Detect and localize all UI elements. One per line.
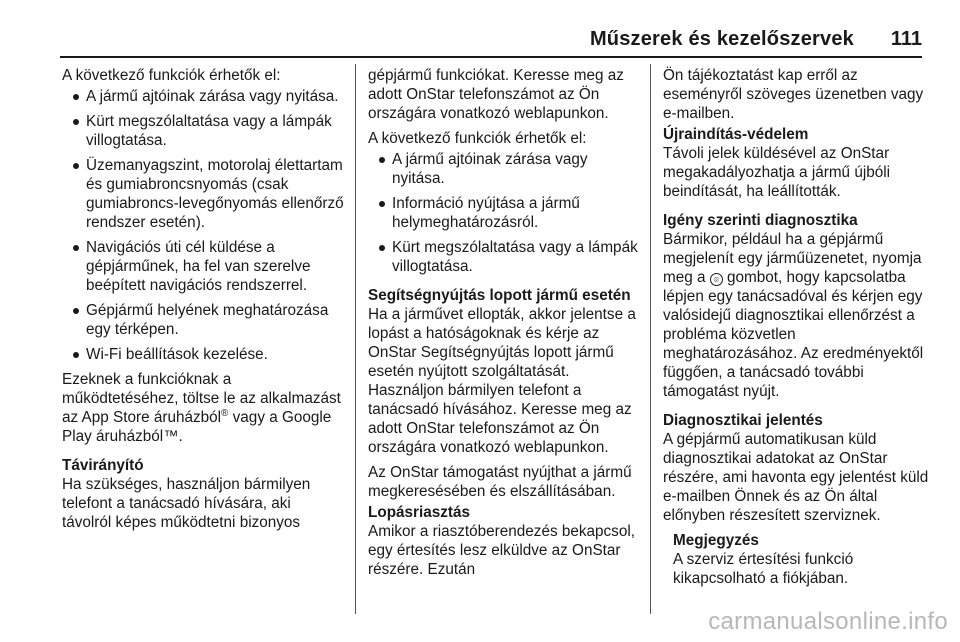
column-1 <box>62 66 344 532</box>
column-divider-right <box>650 64 651 614</box>
list-item: Gépjármű helyének meghatározása egy térképen. <box>62 301 344 339</box>
list-item: A jármű ajtóinak zárása vagy nyitása. <box>62 87 344 106</box>
continued-text: gépjármű funkciókat. Keresse meg az adott OnStar telefonszámot az Ön országára vonatkozó weblapunkon. <box>368 67 624 122</box>
section-heading-stolen: Segítségnyújtás lopott jármű esetén <box>368 287 631 304</box>
section-heading-restart: Újraindítás-védelem <box>663 126 809 143</box>
list-item: A jármű ajtóinak zárása vagy nyitása. <box>368 150 638 188</box>
functions-intro: A következő funkciók érhetők el: <box>368 130 587 147</box>
bullet-icon <box>379 157 385 163</box>
page-header <box>60 0 922 58</box>
stolen-text: Ha a járművet ellopták, akkor jelentse a lopást a hatóságoknak és kérje az OnStar Segítségnyújtás lopott jármű esetén nyújtott szolgáltatását. Használjon bármilyen telefont a tanácsadó hívásához. Keresse meg az adott OnStar telefonszámot az Ön országára vonatkozó weblapunkon. <box>368 306 636 456</box>
continued-text: Ön tájékoztatást kap erről az eseményről szöveges üzenetben vagy e-mailben. <box>663 67 924 122</box>
column-3 <box>663 66 931 588</box>
watermark-text: carmanualsonline.info <box>708 608 948 635</box>
bullet-icon <box>73 245 79 251</box>
diagnostics-text: Bármikor, például ha a gépjármű megjelenít egy járműüzenetet, nyomja meg a ⌾ gombot, hogy kapcsolatba lépjen egy tanácsadóval és kérjen egy valósidejű diagnosztikai ellenőrzést a probléma közvetlen meghatározásához. Az eredményektől függően, a tanácsadó további támogatást nyújt. <box>663 231 924 400</box>
functions-list <box>62 87 344 364</box>
list-item: Információ nyújtása a jármű helymeghatározásról. <box>368 194 638 232</box>
bullet-icon <box>379 245 385 251</box>
app-download-text: Ezeknek a funkcióknak a működtetéséhez, töltse le az alkalmazást az App Store áruházból® vagy a Google Play áruházból™. <box>62 371 341 445</box>
onstar-button-icon: ⌾ <box>710 273 723 286</box>
remote-text: Ha szükséges, használjon bármilyen telefont a tanácsadó hívására, aki távolról képes működtetni bizonyos <box>62 476 311 531</box>
alarm-text: Amikor a riasztóberendezés bekapcsol, egy értesítés lesz elküldve az OnStar részére. Ezután <box>368 523 635 578</box>
section-heading-diagnostics: Igény szerinti diagnosztika <box>663 212 858 229</box>
list-item: Kürt megszólaltatása vagy a lámpák villogtatása. <box>368 238 638 276</box>
section-heading-alarm: Lopásriasztás <box>368 504 471 521</box>
bullet-icon <box>379 201 385 207</box>
functions-intro: A következő funkciók érhetők el: <box>62 67 281 84</box>
bullet-icon <box>73 119 79 125</box>
note-text: A szerviz értesítési funkció kikapcsolható a fiókjában. <box>673 551 854 587</box>
note-heading: Megjegyzés <box>673 532 759 549</box>
bullet-icon <box>73 352 79 358</box>
list-item: Navigációs úti cél küldése a gépjárműnek, ha fel van szerelve beépített navigációs rendszerrel. <box>62 238 344 295</box>
report-text: A gépjármű automatikusan küld diagnosztikai adatokat az OnStar részére, ami havonta egy jelentést küld e-mailben Önnek és az Ön által előnyben részesített szerviznek. <box>663 431 929 524</box>
note-box <box>663 531 931 588</box>
bullet-icon <box>73 308 79 314</box>
list-item: Kürt megszólaltatása vagy a lámpák villogtatása. <box>62 112 344 150</box>
bullet-icon <box>73 94 79 100</box>
column-2 <box>368 66 638 579</box>
functions-list <box>368 150 638 276</box>
support-text: Az OnStar támogatást nyújthat a jármű megkeresésében és elszállításában. <box>368 464 632 500</box>
list-item: Üzemanyagszint, motorolaj élettartam és gumiabroncsnyomás (csak gumiabroncs-levegőnyomás ellenőrző rendszer esetén). <box>62 156 344 232</box>
page-number: 111 <box>890 28 922 50</box>
section-heading-report: Diagnosztikai jelentés <box>663 412 823 429</box>
column-divider-left <box>355 64 356 614</box>
section-heading-remote: Távirányító <box>62 457 144 474</box>
bullet-icon <box>73 163 79 169</box>
list-item: Wi-Fi beállítások kezelése. <box>62 345 344 364</box>
page-title: Műszerek és kezelőszervek <box>589 28 854 50</box>
restart-text: Távoli jelek küldésével az OnStar megakadályozhatja a jármű újbóli beindítását, ha leállították. <box>663 145 891 200</box>
registered-mark: ® <box>221 407 229 419</box>
